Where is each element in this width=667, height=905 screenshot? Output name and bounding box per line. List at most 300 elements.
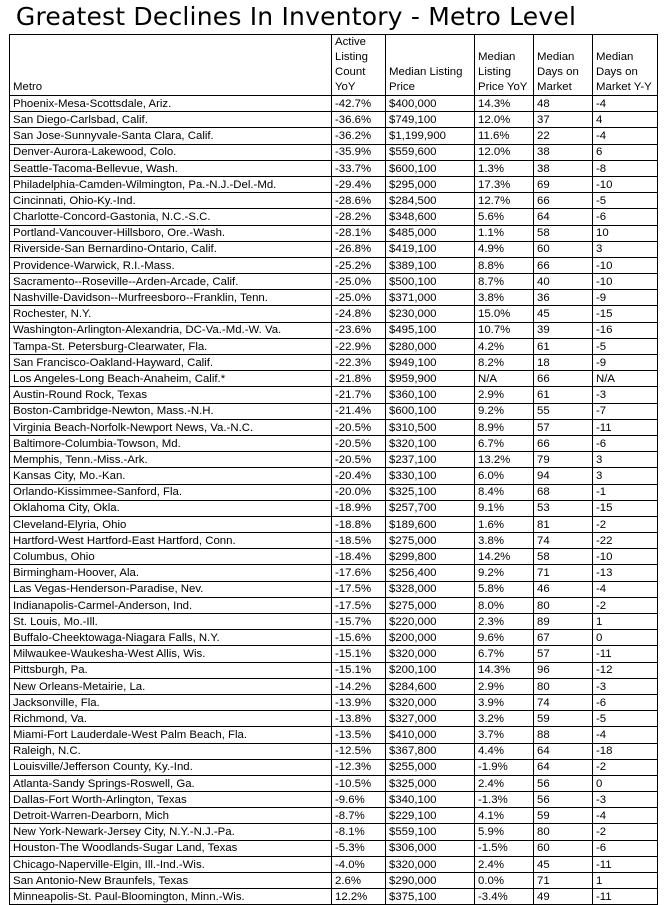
cell-median-listing-price-yoy: 17.3% xyxy=(475,176,534,192)
cell-median-days-on-market-yoy: -1 xyxy=(593,484,658,500)
cell-active-listing-count-yoy: -18.4% xyxy=(332,549,386,565)
cell-metro: Rochester, N.Y. xyxy=(10,306,332,322)
cell-active-listing-count-yoy: -23.6% xyxy=(332,322,386,338)
cell-median-listing-price: $949,100 xyxy=(386,355,475,371)
cell-metro: San Jose-Sunnyvale-Santa Clara, Calif. xyxy=(10,128,332,144)
header-metro: Metro xyxy=(10,35,332,96)
cell-median-days-on-market-yoy: -16 xyxy=(593,322,658,338)
cell-median-days-on-market-yoy: 6 xyxy=(593,144,658,160)
cell-median-days-on-market: 80 xyxy=(534,824,593,840)
cell-median-days-on-market-yoy: -11 xyxy=(593,889,658,905)
cell-metro: Buffalo-Cheektowaga-Niagara Falls, N.Y. xyxy=(10,630,332,646)
cell-median-days-on-market-yoy: -4 xyxy=(593,808,658,824)
cell-median-days-on-market: 68 xyxy=(534,484,593,500)
cell-median-days-on-market-yoy: -4 xyxy=(593,727,658,743)
cell-metro: Houston-The Woodlands-Sugar Land, Texas xyxy=(10,840,332,856)
cell-median-listing-price-yoy: 9.2% xyxy=(475,565,534,581)
cell-active-listing-count-yoy: -9.6% xyxy=(332,792,386,808)
cell-median-listing-price-yoy: 8.7% xyxy=(475,274,534,290)
cell-metro: San Diego-Carlsbad, Calif. xyxy=(10,112,332,128)
cell-metro: Las Vegas-Henderson-Paradise, Nev. xyxy=(10,581,332,597)
cell-median-listing-price-yoy: 1.1% xyxy=(475,225,534,241)
cell-median-listing-price: $320,000 xyxy=(386,646,475,662)
cell-metro: Portland-Vancouver-Hillsboro, Ore.-Wash. xyxy=(10,225,332,241)
cell-metro: Atlanta-Sandy Springs-Roswell, Ga. xyxy=(10,775,332,791)
table-row xyxy=(10,533,658,549)
cell-active-listing-count-yoy: -24.8% xyxy=(332,306,386,322)
cell-metro: Cincinnati, Ohio-Ky.-Ind. xyxy=(10,193,332,209)
cell-median-days-on-market-yoy: -11 xyxy=(593,419,658,435)
cell-median-listing-price-yoy: -1.3% xyxy=(475,792,534,808)
cell-metro: Denver-Aurora-Lakewood, Colo. xyxy=(10,144,332,160)
cell-median-days-on-market: 59 xyxy=(534,711,593,727)
cell-median-days-on-market-yoy: 1 xyxy=(593,614,658,630)
cell-metro: San Francisco-Oakland-Hayward, Calif. xyxy=(10,355,332,371)
cell-median-days-on-market-yoy: 1 xyxy=(593,873,658,889)
cell-median-days-on-market: 66 xyxy=(534,193,593,209)
cell-median-listing-price: $367,800 xyxy=(386,743,475,759)
cell-median-days-on-market-yoy: 4 xyxy=(593,112,658,128)
cell-median-days-on-market: 56 xyxy=(534,775,593,791)
table-body xyxy=(10,96,658,905)
table-row xyxy=(10,889,658,905)
table-row xyxy=(10,856,658,872)
table-row xyxy=(10,452,658,468)
cell-active-listing-count-yoy: -25.0% xyxy=(332,274,386,290)
cell-median-listing-price: $284,500 xyxy=(386,193,475,209)
table-row xyxy=(10,209,658,225)
cell-median-listing-price: $419,100 xyxy=(386,241,475,257)
cell-active-listing-count-yoy: -28.2% xyxy=(332,209,386,225)
cell-median-days-on-market: 71 xyxy=(534,565,593,581)
cell-active-listing-count-yoy: -15.7% xyxy=(332,614,386,630)
cell-median-days-on-market: 45 xyxy=(534,856,593,872)
cell-median-listing-price: $749,100 xyxy=(386,112,475,128)
cell-active-listing-count-yoy: -25.2% xyxy=(332,257,386,273)
cell-median-listing-price: $299,800 xyxy=(386,549,475,565)
cell-median-days-on-market-yoy: -6 xyxy=(593,840,658,856)
table-row xyxy=(10,338,658,354)
cell-median-days-on-market: 61 xyxy=(534,338,593,354)
cell-median-listing-price-yoy: 6.0% xyxy=(475,468,534,484)
cell-median-listing-price-yoy: 12.0% xyxy=(475,144,534,160)
cell-median-listing-price-yoy: 8.4% xyxy=(475,484,534,500)
cell-median-listing-price-yoy: 4.2% xyxy=(475,338,534,354)
cell-median-days-on-market: 66 xyxy=(534,257,593,273)
table-row xyxy=(10,792,658,808)
cell-metro: Tampa-St. Petersburg-Clearwater, Fla. xyxy=(10,338,332,354)
cell-median-listing-price-yoy: 13.2% xyxy=(475,452,534,468)
table-row xyxy=(10,597,658,613)
cell-active-listing-count-yoy: -28.6% xyxy=(332,193,386,209)
cell-median-days-on-market-yoy: -10 xyxy=(593,549,658,565)
table-row xyxy=(10,355,658,371)
cell-active-listing-count-yoy: -25.0% xyxy=(332,290,386,306)
cell-median-days-on-market-yoy: -3 xyxy=(593,792,658,808)
cell-median-listing-price-yoy: 8.8% xyxy=(475,257,534,273)
table-row xyxy=(10,257,658,273)
cell-median-days-on-market-yoy: -5 xyxy=(593,338,658,354)
cell-median-days-on-market: 55 xyxy=(534,403,593,419)
cell-metro: Seattle-Tacoma-Bellevue, Wash. xyxy=(10,160,332,176)
cell-metro: New Orleans-Metairie, La. xyxy=(10,678,332,694)
cell-median-days-on-market: 46 xyxy=(534,581,593,597)
cell-median-days-on-market-yoy: -4 xyxy=(593,128,658,144)
table-row xyxy=(10,403,658,419)
cell-median-days-on-market: 58 xyxy=(534,549,593,565)
cell-median-days-on-market-yoy: -15 xyxy=(593,306,658,322)
cell-median-days-on-market: 61 xyxy=(534,387,593,403)
cell-median-listing-price: $280,000 xyxy=(386,338,475,354)
cell-active-listing-count-yoy: -18.8% xyxy=(332,516,386,532)
table-row xyxy=(10,581,658,597)
cell-active-listing-count-yoy: -13.8% xyxy=(332,711,386,727)
cell-active-listing-count-yoy: -36.6% xyxy=(332,112,386,128)
cell-median-days-on-market: 39 xyxy=(534,322,593,338)
cell-median-listing-price: $410,000 xyxy=(386,727,475,743)
table-row xyxy=(10,743,658,759)
metro-inventory-table xyxy=(9,34,658,905)
cell-active-listing-count-yoy: -12.3% xyxy=(332,759,386,775)
cell-median-days-on-market: 80 xyxy=(534,678,593,694)
cell-median-days-on-market-yoy: -4 xyxy=(593,581,658,597)
cell-metro: Columbus, Ohio xyxy=(10,549,332,565)
cell-median-days-on-market-yoy: -9 xyxy=(593,355,658,371)
table-row xyxy=(10,371,658,387)
cell-median-days-on-market-yoy: -6 xyxy=(593,209,658,225)
cell-median-listing-price-yoy: 3.8% xyxy=(475,290,534,306)
cell-metro: Birmingham-Hoover, Ala. xyxy=(10,565,332,581)
cell-active-listing-count-yoy: -29.4% xyxy=(332,176,386,192)
cell-median-days-on-market: 48 xyxy=(534,96,593,112)
header-median-days-on-market-yoy: Median Days on Market Y-Y xyxy=(593,35,658,96)
cell-median-listing-price: $371,000 xyxy=(386,290,475,306)
cell-median-listing-price: $500,100 xyxy=(386,274,475,290)
cell-active-listing-count-yoy: -17.5% xyxy=(332,581,386,597)
table-row xyxy=(10,468,658,484)
cell-median-days-on-market: 49 xyxy=(534,889,593,905)
cell-median-listing-price-yoy: 14.2% xyxy=(475,549,534,565)
cell-median-listing-price-yoy: 4.1% xyxy=(475,808,534,824)
cell-median-listing-price: $290,000 xyxy=(386,873,475,889)
cell-median-days-on-market-yoy: -2 xyxy=(593,597,658,613)
cell-median-days-on-market-yoy: -5 xyxy=(593,711,658,727)
table-row xyxy=(10,840,658,856)
cell-median-listing-price: $189,600 xyxy=(386,516,475,532)
cell-active-listing-count-yoy: -10.5% xyxy=(332,775,386,791)
cell-active-listing-count-yoy: -20.5% xyxy=(332,435,386,451)
table-row xyxy=(10,549,658,565)
cell-active-listing-count-yoy: -18.5% xyxy=(332,533,386,549)
cell-active-listing-count-yoy: -28.1% xyxy=(332,225,386,241)
cell-median-listing-price-yoy: 2.4% xyxy=(475,856,534,872)
cell-median-listing-price-yoy: 9.1% xyxy=(475,500,534,516)
cell-median-listing-price: $327,000 xyxy=(386,711,475,727)
cell-median-listing-price: $200,100 xyxy=(386,662,475,678)
cell-metro: Indianapolis-Carmel-Anderson, Ind. xyxy=(10,597,332,613)
cell-median-days-on-market: 22 xyxy=(534,128,593,144)
cell-median-listing-price: $310,500 xyxy=(386,419,475,435)
table-row xyxy=(10,727,658,743)
cell-active-listing-count-yoy: -21.7% xyxy=(332,387,386,403)
cell-median-listing-price: $485,000 xyxy=(386,225,475,241)
cell-median-listing-price-yoy: -3.4% xyxy=(475,889,534,905)
cell-metro: St. Louis, Mo.-Ill. xyxy=(10,614,332,630)
table-row xyxy=(10,112,658,128)
cell-active-listing-count-yoy: -22.3% xyxy=(332,355,386,371)
table-row xyxy=(10,694,658,710)
table-row xyxy=(10,500,658,516)
cell-metro: Milwaukee-Waukesha-West Allis, Wis. xyxy=(10,646,332,662)
cell-median-listing-price: $340,100 xyxy=(386,792,475,808)
cell-active-listing-count-yoy: -13.9% xyxy=(332,694,386,710)
cell-median-days-on-market-yoy: -9 xyxy=(593,290,658,306)
table-row xyxy=(10,808,658,824)
cell-median-listing-price: $200,000 xyxy=(386,630,475,646)
cell-median-listing-price-yoy: 15.0% xyxy=(475,306,534,322)
cell-median-days-on-market: 56 xyxy=(534,792,593,808)
cell-median-days-on-market-yoy: -5 xyxy=(593,193,658,209)
cell-median-days-on-market: 57 xyxy=(534,646,593,662)
cell-metro: Louisville/Jefferson County, Ky.-Ind. xyxy=(10,759,332,775)
cell-median-days-on-market-yoy: -10 xyxy=(593,257,658,273)
cell-metro: Cleveland-Elyria, Ohio xyxy=(10,516,332,532)
cell-active-listing-count-yoy: -42.7% xyxy=(332,96,386,112)
table-row xyxy=(10,824,658,840)
cell-metro: Philadelphia-Camden-Wilmington, Pa.-N.J.-Del.-Md. xyxy=(10,176,332,192)
cell-median-days-on-market-yoy: 0 xyxy=(593,775,658,791)
header-active-listing-count-yoy: Active Listing Count YoY xyxy=(332,35,386,96)
cell-median-listing-price-yoy: 3.7% xyxy=(475,727,534,743)
table-row xyxy=(10,775,658,791)
cell-median-listing-price: $284,600 xyxy=(386,678,475,694)
cell-median-days-on-market-yoy: 10 xyxy=(593,225,658,241)
cell-active-listing-count-yoy: -8.1% xyxy=(332,824,386,840)
cell-metro: Hartford-West Hartford-East Hartford, Conn. xyxy=(10,533,332,549)
cell-metro: New York-Newark-Jersey City, N.Y.-N.J.-Pa. xyxy=(10,824,332,840)
cell-median-days-on-market-yoy: -18 xyxy=(593,743,658,759)
table-row xyxy=(10,630,658,646)
cell-median-listing-price-yoy: 2.9% xyxy=(475,387,534,403)
cell-median-listing-price-yoy: 1.3% xyxy=(475,160,534,176)
cell-median-listing-price-yoy: 8.2% xyxy=(475,355,534,371)
cell-median-listing-price: $320,000 xyxy=(386,856,475,872)
cell-median-listing-price: $295,000 xyxy=(386,176,475,192)
cell-median-days-on-market-yoy: 3 xyxy=(593,241,658,257)
cell-median-days-on-market: 59 xyxy=(534,808,593,824)
page-title: Greatest Declines In Inventory - Metro Level xyxy=(15,2,577,31)
cell-metro: Sacramento--Roseville--Arden-Arcade, Calif. xyxy=(10,274,332,290)
cell-metro: Detroit-Warren-Dearborn, Mich xyxy=(10,808,332,824)
cell-metro: Raleigh, N.C. xyxy=(10,743,332,759)
cell-median-listing-price: $330,100 xyxy=(386,468,475,484)
table-header-row xyxy=(10,35,658,96)
cell-median-listing-price: $600,100 xyxy=(386,160,475,176)
cell-median-listing-price-yoy: 2.4% xyxy=(475,775,534,791)
cell-median-listing-price: $600,100 xyxy=(386,403,475,419)
cell-median-listing-price-yoy: 5.8% xyxy=(475,581,534,597)
cell-metro: Pittsburgh, Pa. xyxy=(10,662,332,678)
table-row xyxy=(10,193,658,209)
cell-metro: Oklahoma City, Okla. xyxy=(10,500,332,516)
cell-metro: Chicago-Naperville-Elgin, Ill.-Ind.-Wis. xyxy=(10,856,332,872)
cell-active-listing-count-yoy: -20.4% xyxy=(332,468,386,484)
cell-median-days-on-market-yoy: -11 xyxy=(593,856,658,872)
cell-median-days-on-market: 66 xyxy=(534,435,593,451)
cell-active-listing-count-yoy: -5.3% xyxy=(332,840,386,856)
header-median-listing-price: Median Listing Price xyxy=(386,35,475,96)
table-row xyxy=(10,516,658,532)
table-row xyxy=(10,225,658,241)
cell-median-days-on-market: 53 xyxy=(534,500,593,516)
cell-median-listing-price: $255,000 xyxy=(386,759,475,775)
cell-median-listing-price-yoy: 12.0% xyxy=(475,112,534,128)
cell-median-listing-price: $220,000 xyxy=(386,614,475,630)
cell-median-days-on-market-yoy: -2 xyxy=(593,824,658,840)
cell-metro: Orlando-Kissimmee-Sanford, Fla. xyxy=(10,484,332,500)
cell-median-listing-price: $959,900 xyxy=(386,371,475,387)
cell-median-days-on-market-yoy: -22 xyxy=(593,533,658,549)
cell-active-listing-count-yoy: -22.9% xyxy=(332,338,386,354)
cell-median-days-on-market-yoy: -11 xyxy=(593,646,658,662)
cell-active-listing-count-yoy: -20.5% xyxy=(332,452,386,468)
cell-median-days-on-market: 57 xyxy=(534,419,593,435)
cell-median-days-on-market-yoy: -2 xyxy=(593,516,658,532)
cell-median-days-on-market: 58 xyxy=(534,225,593,241)
cell-metro: Kansas City, Mo.-Kan. xyxy=(10,468,332,484)
cell-median-days-on-market-yoy: -10 xyxy=(593,176,658,192)
cell-median-listing-price: $257,700 xyxy=(386,500,475,516)
cell-active-listing-count-yoy: -21.4% xyxy=(332,403,386,419)
cell-median-days-on-market: 36 xyxy=(534,290,593,306)
cell-median-listing-price-yoy: 14.3% xyxy=(475,662,534,678)
cell-median-days-on-market: 64 xyxy=(534,209,593,225)
cell-median-listing-price: $306,000 xyxy=(386,840,475,856)
cell-active-listing-count-yoy: -20.0% xyxy=(332,484,386,500)
cell-active-listing-count-yoy: -12.5% xyxy=(332,743,386,759)
cell-metro: Charlotte-Concord-Gastonia, N.C.-S.C. xyxy=(10,209,332,225)
cell-median-listing-price: $360,100 xyxy=(386,387,475,403)
table-row xyxy=(10,241,658,257)
cell-metro: Riverside-San Bernardino-Ontario, Calif. xyxy=(10,241,332,257)
cell-median-days-on-market-yoy: -2 xyxy=(593,759,658,775)
cell-median-days-on-market-yoy: -6 xyxy=(593,435,658,451)
cell-active-listing-count-yoy: -17.5% xyxy=(332,597,386,613)
cell-median-days-on-market-yoy: -13 xyxy=(593,565,658,581)
cell-median-days-on-market: 81 xyxy=(534,516,593,532)
cell-metro: Jacksonville, Fla. xyxy=(10,694,332,710)
cell-metro: Baltimore-Columbia-Towson, Md. xyxy=(10,435,332,451)
cell-median-listing-price-yoy: 9.2% xyxy=(475,403,534,419)
cell-median-listing-price: $237,100 xyxy=(386,452,475,468)
table-row xyxy=(10,614,658,630)
table-row xyxy=(10,484,658,500)
cell-median-listing-price-yoy: 10.7% xyxy=(475,322,534,338)
cell-median-days-on-market: 18 xyxy=(534,355,593,371)
cell-metro: Phoenix-Mesa-Scottsdale, Ariz. xyxy=(10,96,332,112)
cell-active-listing-count-yoy: -26.8% xyxy=(332,241,386,257)
table-row xyxy=(10,160,658,176)
cell-median-days-on-market: 38 xyxy=(534,144,593,160)
cell-active-listing-count-yoy: -36.2% xyxy=(332,128,386,144)
cell-median-listing-price: $325,000 xyxy=(386,775,475,791)
cell-metro: Providence-Warwick, R.I.-Mass. xyxy=(10,257,332,273)
cell-metro: Memphis, Tenn.-Miss.-Ark. xyxy=(10,452,332,468)
cell-median-listing-price-yoy: 6.7% xyxy=(475,646,534,662)
cell-median-listing-price: $320,000 xyxy=(386,694,475,710)
cell-median-days-on-market: 79 xyxy=(534,452,593,468)
cell-metro: Richmond, Va. xyxy=(10,711,332,727)
cell-metro: Miami-Fort Lauderdale-West Palm Beach, Fla. xyxy=(10,727,332,743)
cell-median-listing-price-yoy: 3.2% xyxy=(475,711,534,727)
cell-median-days-on-market-yoy: -15 xyxy=(593,500,658,516)
cell-metro: Austin-Round Rock, Texas xyxy=(10,387,332,403)
cell-active-listing-count-yoy: -15.6% xyxy=(332,630,386,646)
cell-median-days-on-market-yoy: N/A xyxy=(593,371,658,387)
cell-median-listing-price-yoy: 8.9% xyxy=(475,419,534,435)
table-row xyxy=(10,176,658,192)
cell-median-listing-price-yoy: 14.3% xyxy=(475,96,534,112)
cell-median-days-on-market: 69 xyxy=(534,176,593,192)
cell-metro: Washington-Arlington-Alexandria, DC-Va.-Md.-W. Va. xyxy=(10,322,332,338)
cell-median-listing-price-yoy: 12.7% xyxy=(475,193,534,209)
cell-active-listing-count-yoy: -4.0% xyxy=(332,856,386,872)
cell-metro: San Antonio-New Braunfels, Texas xyxy=(10,873,332,889)
cell-median-listing-price: $229,100 xyxy=(386,808,475,824)
cell-median-days-on-market: 45 xyxy=(534,306,593,322)
cell-median-listing-price: $256,400 xyxy=(386,565,475,581)
cell-metro: Los Angeles-Long Beach-Anaheim, Calif.* xyxy=(10,371,332,387)
cell-median-days-on-market-yoy: -4 xyxy=(593,96,658,112)
table-row xyxy=(10,646,658,662)
cell-median-days-on-market-yoy: -8 xyxy=(593,160,658,176)
cell-median-listing-price: $275,000 xyxy=(386,533,475,549)
cell-median-listing-price: $1,199,900 xyxy=(386,128,475,144)
cell-active-listing-count-yoy: -21.8% xyxy=(332,371,386,387)
table-row xyxy=(10,96,658,112)
cell-median-days-on-market: 37 xyxy=(534,112,593,128)
cell-median-listing-price: $348,600 xyxy=(386,209,475,225)
cell-median-listing-price: $325,100 xyxy=(386,484,475,500)
cell-median-days-on-market: 94 xyxy=(534,468,593,484)
table-row xyxy=(10,435,658,451)
cell-active-listing-count-yoy: -14.2% xyxy=(332,678,386,694)
cell-metro: Virginia Beach-Norfolk-Newport News, Va.-N.C. xyxy=(10,419,332,435)
cell-active-listing-count-yoy: -18.9% xyxy=(332,500,386,516)
table-row xyxy=(10,565,658,581)
cell-median-listing-price: $559,600 xyxy=(386,144,475,160)
header-median-days-on-market: Median Days on Market xyxy=(534,35,593,96)
cell-median-listing-price-yoy: 3.8% xyxy=(475,533,534,549)
cell-median-listing-price: $230,000 xyxy=(386,306,475,322)
table-row xyxy=(10,873,658,889)
cell-active-listing-count-yoy: -8.7% xyxy=(332,808,386,824)
cell-median-listing-price-yoy: 9.6% xyxy=(475,630,534,646)
cell-median-listing-price: $389,100 xyxy=(386,257,475,273)
table-row xyxy=(10,419,658,435)
cell-median-days-on-market: 60 xyxy=(534,241,593,257)
cell-median-listing-price-yoy: 11.6% xyxy=(475,128,534,144)
cell-median-listing-price: $320,100 xyxy=(386,435,475,451)
cell-median-days-on-market: 74 xyxy=(534,533,593,549)
cell-median-listing-price-yoy: 0.0% xyxy=(475,873,534,889)
cell-median-listing-price: $400,000 xyxy=(386,96,475,112)
cell-metro: Boston-Cambridge-Newton, Mass.-N.H. xyxy=(10,403,332,419)
cell-active-listing-count-yoy: -33.7% xyxy=(332,160,386,176)
cell-median-days-on-market-yoy: -6 xyxy=(593,694,658,710)
cell-median-days-on-market-yoy: -12 xyxy=(593,662,658,678)
cell-median-listing-price-yoy: -1.9% xyxy=(475,759,534,775)
